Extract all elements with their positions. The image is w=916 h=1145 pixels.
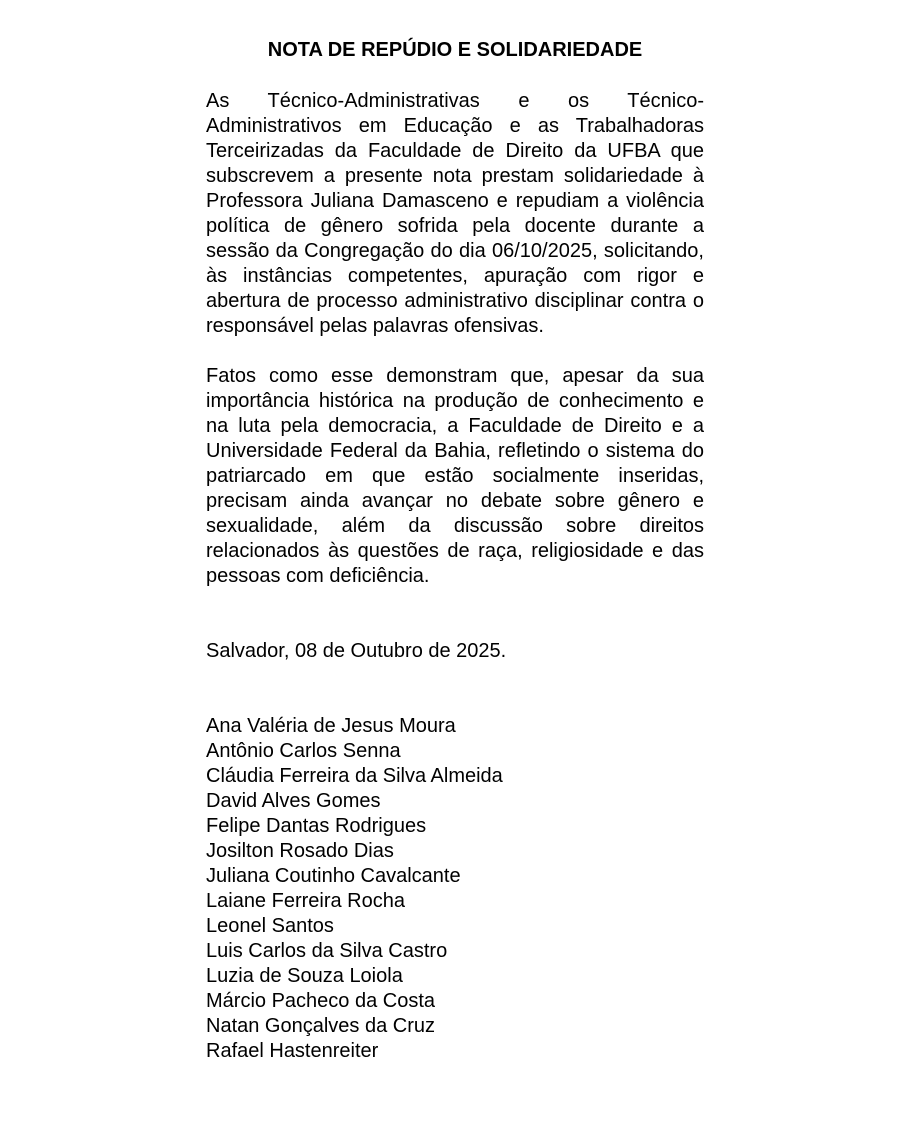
signatory: David Alves Gomes [206, 790, 381, 812]
signatory: Josilton Rosado Dias [206, 840, 394, 862]
signatory: Felipe Dantas Rodrigues [206, 815, 427, 837]
paragraph-solidarity: As Técnico-Administrativas e os Técnico-Administrativos em Educação e as Trabalhadoras Terceirizadas da Faculdade de Direito da UFBA que subscrevem a presente nota prestam solidariedade à Professora Juliana Damasceno e repudiam a violência política de gênero sofrida pela docente durante a sessão da Congregação do dia 06/10/2025, solicitando, às instâncias competentes, apuração com rigor e abertura de processo administrativo disciplinar contra o responsável pelas palavras ofensivas. [206, 90, 704, 337]
signatory: Cláudia Ferreira da Silva Almeida [206, 765, 503, 787]
signatory: Natan Gonçalves da Cruz [206, 1015, 436, 1037]
signatory: Leonel Santos [206, 915, 334, 937]
signatories-list [206, 714, 704, 1064]
signatory: Rafael Hastenreiter [206, 1040, 379, 1062]
paragraph-context: Fatos como esse demonstram que, apesar da sua importância histórica na produção de conhecimento e na luta pela democracia, a Faculdade de Direito e a Universidade Federal da Bahia, refletindo o sistema do patriarcado em que estão socialmente inseridas, precisam ainda avançar no debate sobre gênero e sexualidade, além da discussão sobre direitos relacionados às questões de raça, religiosidade e das pessoas com deficiência. [206, 365, 704, 587]
place-and-date: Salvador, 08 de Outubro de 2025. [206, 640, 507, 662]
signatory: Luis Carlos da Silva Castro [206, 940, 448, 962]
document-page [206, 38, 704, 1064]
signatory: Ana Valéria de Jesus Moura [206, 715, 456, 737]
signatory: Márcio Pacheco da Costa [206, 990, 436, 1012]
signatory: Juliana Coutinho Cavalcante [206, 865, 461, 887]
document-title: NOTA DE REPÚDIO E SOLIDARIEDADE [267, 39, 643, 61]
signatory: Luzia de Souza Loiola [206, 965, 403, 987]
signatory: Antônio Carlos Senna [206, 740, 401, 762]
signatory: Laiane Ferreira Rocha [206, 890, 405, 912]
